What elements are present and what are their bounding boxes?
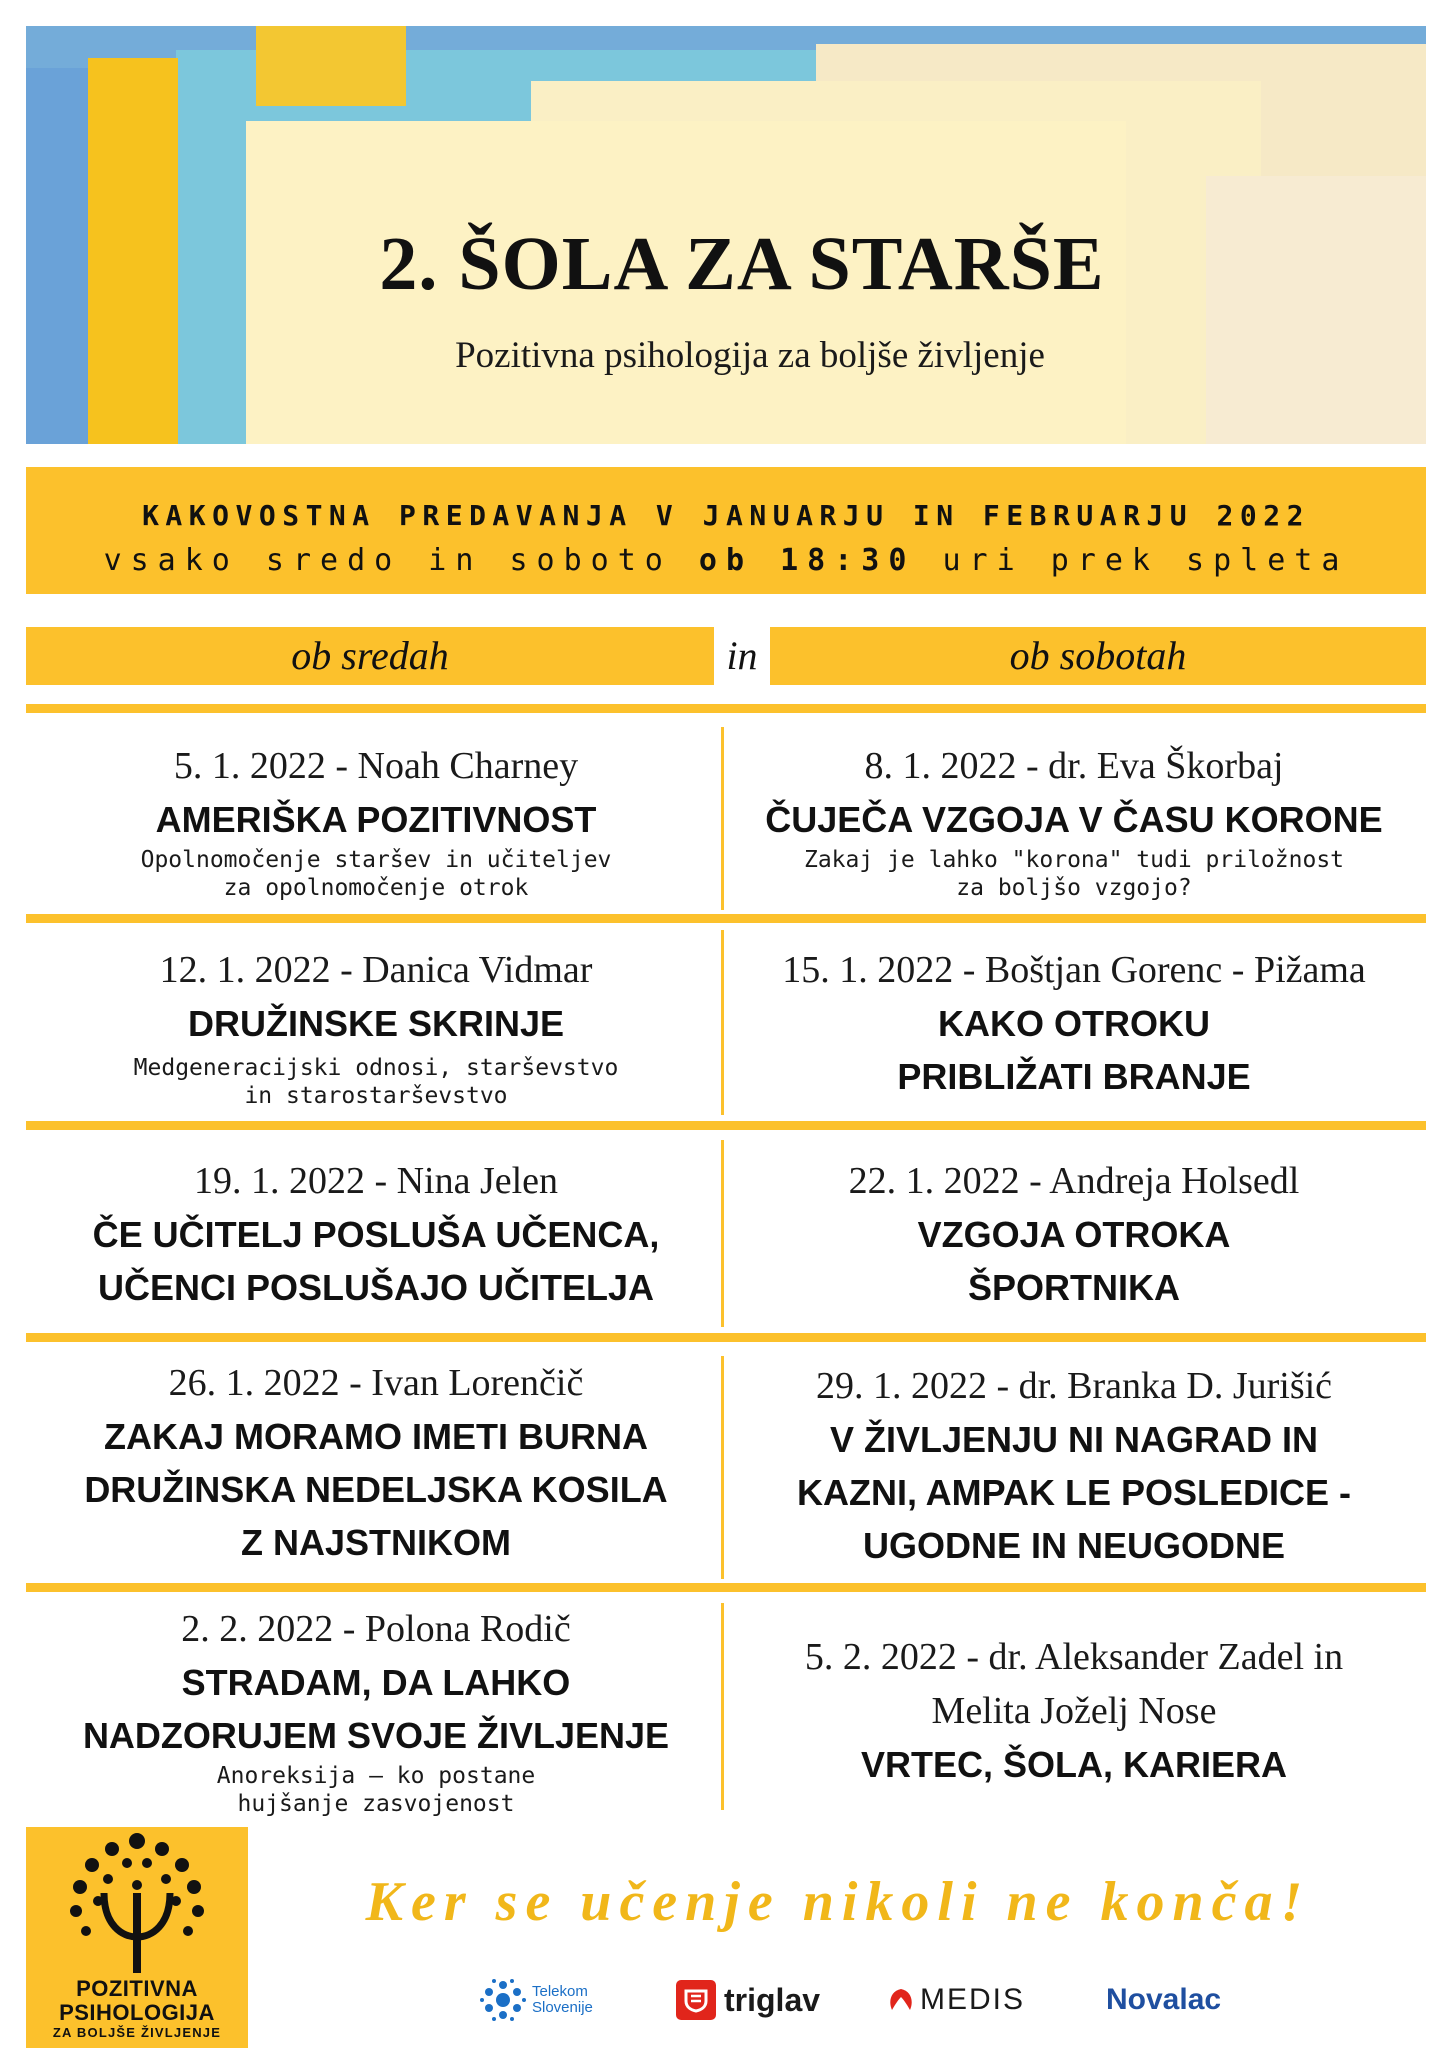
lecture-description: Zakaj je lahko "korona" tudi priložnost — [803, 847, 1345, 873]
band-line2-post: uri prek spleta — [942, 543, 1349, 578]
page-title: 2. ŠOLA ZA STARŠE — [379, 222, 1105, 306]
lecture-date-speaker: 12. 1. 2022 - Danica Vidmar — [159, 949, 593, 991]
slogan: Ker se učenje nikoli ne konča! — [365, 1871, 1311, 1933]
lecture-description: hujšanje zasvojenost — [237, 1791, 515, 1817]
lecture-title: ČUJEČA VZGOJA V ČASU KORONE — [765, 799, 1383, 840]
organization-logo — [26, 1827, 248, 2048]
row-divider — [26, 704, 1426, 713]
lecture-title: V ŽIVLJENJU NI NAGRAD IN — [829, 1419, 1319, 1460]
lecture-title: VRTEC, ŠOLA, KARIERA — [860, 1744, 1288, 1785]
lecture-description: Opolnomočenje staršev in učiteljev — [140, 847, 612, 873]
lecture-title: ŠPORTNIKA — [967, 1267, 1180, 1308]
lecture-cell — [26, 1602, 726, 1818]
lecture-description: za boljšo vzgojo? — [956, 875, 1192, 901]
lecture-date-speaker: 26. 1. 2022 - Ivan Lorenčič — [168, 1362, 584, 1404]
lecture-cell — [26, 943, 726, 1110]
lecture-date-speaker: 29. 1. 2022 - dr. Branka D. Jurišić — [815, 1365, 1333, 1407]
lecture-title: PRIBLIŽATI BRANJE — [897, 1056, 1251, 1097]
info-band — [26, 467, 1426, 594]
band-time: ob 18:30 — [698, 543, 916, 578]
lecture-date-speaker: 15. 1. 2022 - Boštjan Gorenc - Pižama — [782, 949, 1366, 991]
lecture-cell — [724, 1154, 1424, 1314]
lecture-date-speaker: 8. 1. 2022 - dr. Eva Škorbaj — [864, 745, 1284, 787]
lecture-title: DRUŽINSKA NEDELJSKA KOSILA — [84, 1469, 668, 1510]
lecture-title: VZGOJA OTROKA — [917, 1214, 1231, 1255]
lecture-cell — [724, 1359, 1424, 1572]
lecture-date-speaker: 22. 1. 2022 - Andreja Holsedl — [848, 1160, 1300, 1202]
lecture-description: Anoreksija – ko postane — [216, 1763, 536, 1789]
lecture-title: AMERIŠKA POZITIVNOST — [155, 799, 597, 840]
lecture-date-speaker: Melita Joželj Nose — [931, 1690, 1217, 1732]
header-bg-cream-strip — [1206, 176, 1426, 444]
row-divider — [26, 1583, 1426, 1592]
telekom-wordmark — [532, 1984, 593, 2016]
lecture-cell — [724, 1630, 1424, 1791]
lecture-cell — [724, 739, 1424, 902]
lecture-title: ZAKAJ MORAMO IMETI BURNA — [104, 1416, 648, 1457]
lecture-cell — [26, 1154, 726, 1314]
band-heading: KAKOVOSTNA PREDAVANJA V JANUARJU IN FEBRUARJU 2022 — [142, 499, 1310, 532]
lecture-title: KAZNI, AMPAK LE POSLEDICE - — [796, 1472, 1351, 1513]
band-schedule-line — [26, 543, 1426, 578]
telekom-line-1: Telekom — [532, 1983, 588, 2000]
lecture-cell — [26, 1356, 726, 1569]
row-divider — [26, 914, 1426, 923]
day-connector: in — [726, 633, 758, 678]
lecture-description: za opolnomočenje otrok — [223, 875, 529, 901]
lecture-title: UČENCI POSLUŠAJO UČITELJA — [97, 1267, 655, 1308]
logo-line-2: PSIHOLOGIJA — [59, 2000, 215, 2025]
sponsor-medis — [886, 1978, 1025, 2022]
page-subtitle: Pozitivna psihologija za boljše življenje — [455, 335, 1045, 376]
sponsor-triglav — [676, 1978, 820, 2022]
medis-leaf-icon — [886, 1985, 916, 2015]
triglav-icon — [676, 1980, 716, 2020]
medis-wordmark: MEDIS — [920, 1983, 1026, 2016]
logo-line-1: POZITIVNA — [76, 1976, 198, 2001]
lecture-description: in starostarševstvo — [244, 1083, 508, 1109]
lecture-title: STRADAM, DA LAHKO — [181, 1662, 571, 1703]
band-line2-pre: vsako sredo in soboto — [103, 543, 672, 578]
logo-wordmark — [26, 1977, 248, 2040]
sponsor-novalac — [1106, 1978, 1221, 2022]
lecture-title: UGODNE IN NEUGODNE — [862, 1525, 1286, 1566]
lecture-date-speaker: 5. 1. 2022 - Noah Charney — [173, 745, 579, 787]
novalac-wordmark: Novalac — [1106, 1983, 1222, 2016]
wednesday-header: ob sredah — [26, 627, 714, 685]
triglav-wordmark: triglav — [724, 1981, 821, 2018]
lecture-description: Medgeneracijski odnosi, starševstvo — [133, 1055, 619, 1081]
header-banner — [26, 26, 1426, 444]
row-divider — [26, 1121, 1426, 1130]
logo-line-3: ZA BOLJŠE ŽIVLJENJE — [52, 2025, 222, 2040]
lecture-date-speaker: 5. 2. 2022 - dr. Aleksander Zadel in — [804, 1636, 1344, 1678]
telekom-line-2: Slovenije — [532, 1999, 593, 2016]
row-divider — [26, 1333, 1426, 1342]
lecture-title: Z NAJSTNIKOM — [241, 1522, 511, 1563]
lecture-title: ČE UČITELJ POSLUŠA UČENCA, — [92, 1214, 660, 1255]
lecture-title: NADZORUJEM SVOJE ŽIVLJENJE — [82, 1715, 670, 1756]
lecture-cell — [26, 739, 726, 902]
sponsor-telekom — [480, 1978, 593, 2022]
tree-logo-icon — [26, 1827, 248, 1977]
header-bg-yellow-top — [256, 26, 406, 106]
lecture-date-speaker: 19. 1. 2022 - Nina Jelen — [193, 1160, 559, 1202]
lecture-title: DRUŽINSKE SKRINJE — [187, 1003, 565, 1044]
telekom-dots-icon — [480, 1978, 526, 2022]
saturday-header: ob sobotah — [770, 627, 1426, 685]
lecture-date-speaker: 2. 2. 2022 - Polona Rodič — [181, 1608, 571, 1650]
lecture-cell — [724, 943, 1424, 1103]
lecture-title: KAKO OTROKU — [938, 1003, 1210, 1044]
